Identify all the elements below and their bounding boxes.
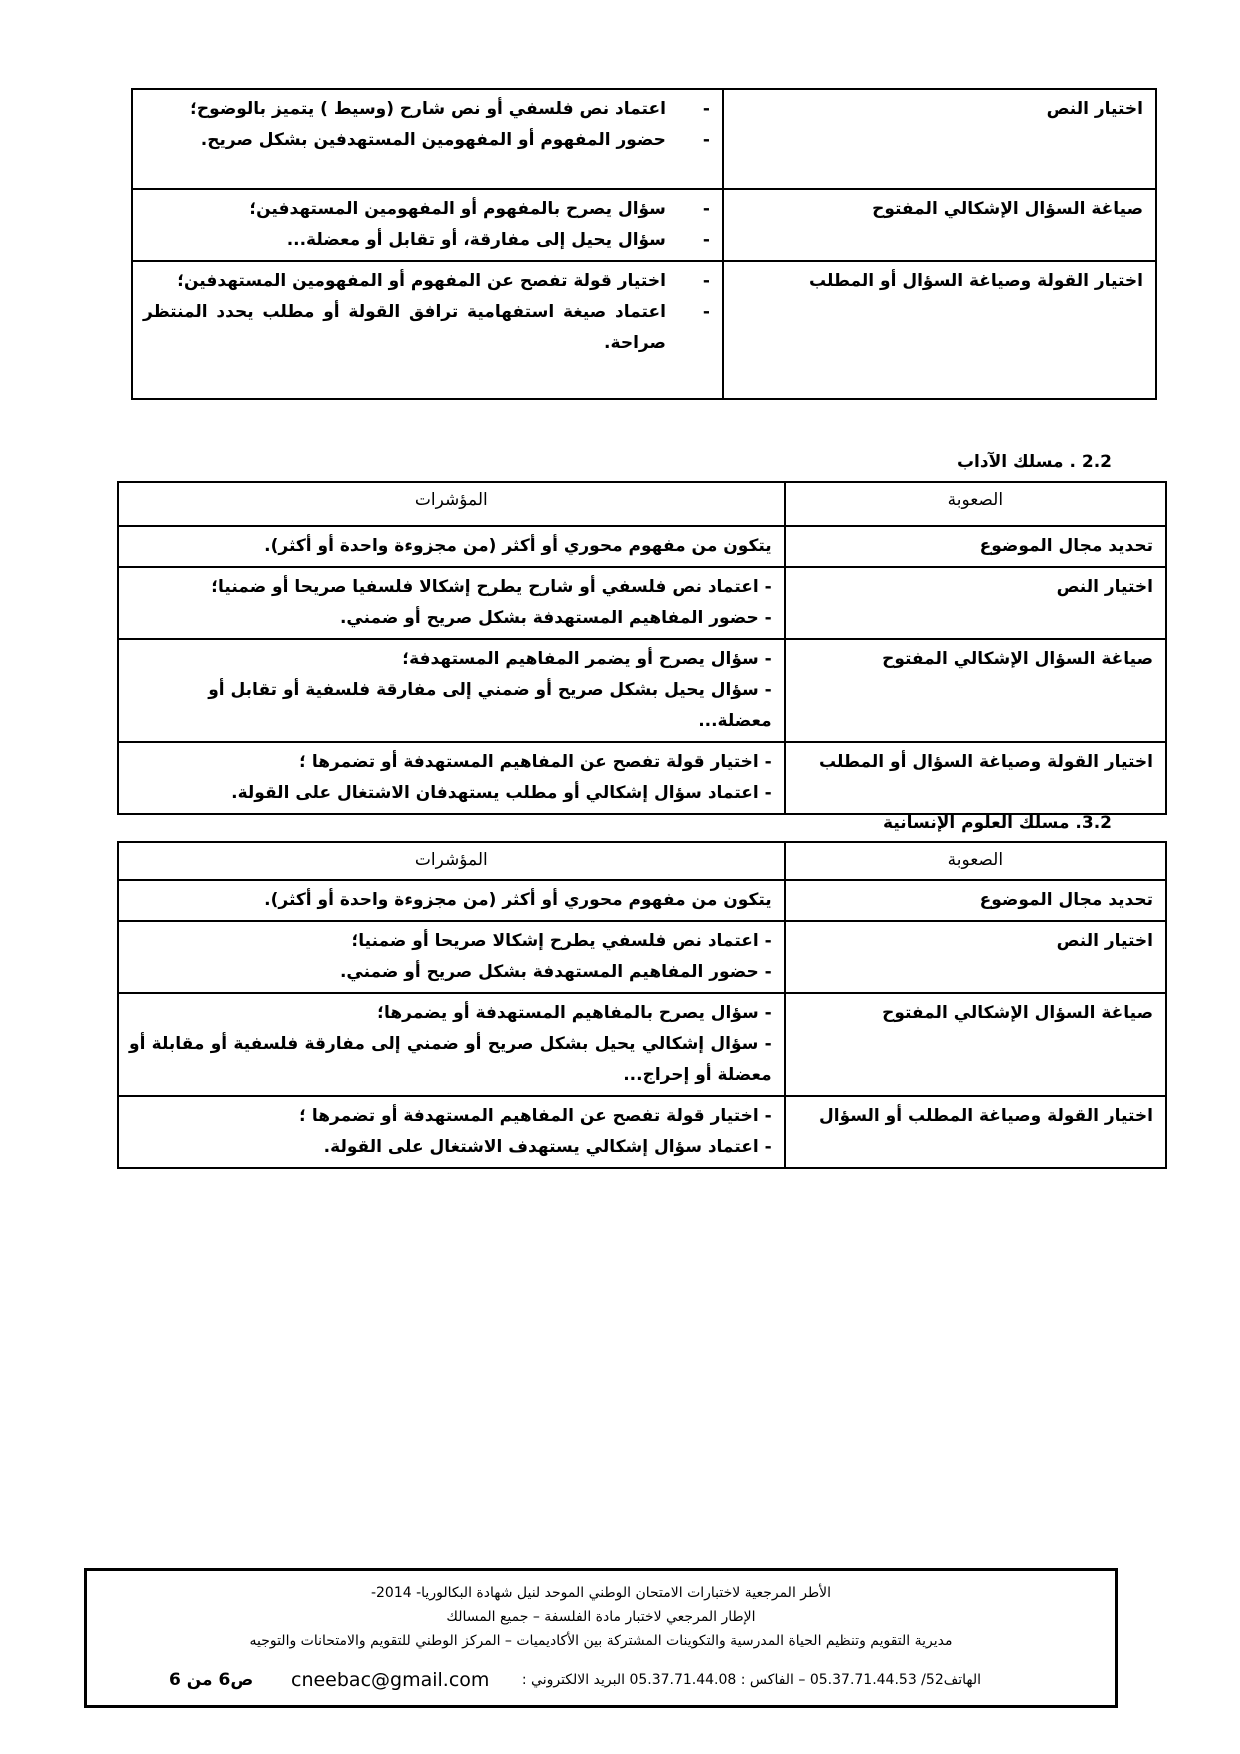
indicator-item: يتكون من مفهوم محوري أو أكثر (من مجزوءة واحدة أو أكثر). [264, 536, 772, 556]
column-header-difficulty: الصعوبة [785, 842, 1166, 880]
indicator-item: - اختيار قولة تفصح عن المفاهيم المستهدفة أو تضمرها ؛ [299, 752, 772, 772]
indicator-item: - حضور المفاهيم المستهدفة بشكل صريح أو ضمني. [339, 608, 772, 628]
criterion-cell: اختيار النص [723, 89, 1156, 189]
indicator-item: - سؤال يصرح أو يضمر المفاهيم المستهدفة؛ [402, 649, 772, 669]
indicator-item: - اعتماد سؤال إشكالي أو مطلب يستهدفان الاشتغال على القولة. [231, 783, 772, 803]
indicator-item: حضور المفهوم أو المفهومين المستهدفين بشكل صريح. [200, 130, 666, 150]
criterion-cell: تحديد مجال الموضوع [785, 880, 1166, 921]
criterion-cell: صياغة السؤال الإشكالي المفتوح [785, 639, 1166, 742]
criterion-cell: صياغة السؤال الإشكالي المفتوح [723, 189, 1156, 261]
criterion-cell: اختيار القولة وصياغة السؤال أو المطلب [723, 261, 1156, 399]
indicator-item: اعتماد نص فلسفي أو نص شارح (وسيط ) يتميز بالوضوح؛ [190, 99, 666, 119]
indicator-item: - اعتماد سؤال إشكالي يستهدف الاشتغال على القولة. [323, 1137, 772, 1157]
criteria-table-humanities [117, 841, 1167, 1169]
indicator-item: سؤال يحيل إلى مفارقة، أو تقابل أو معضلة... [286, 230, 666, 250]
indicators-cell [118, 742, 785, 814]
table-row [118, 567, 1166, 639]
page-footer [84, 1568, 1118, 1708]
page-number: ص6 من 6 [169, 1670, 254, 1690]
criterion-cell: اختيار النص [785, 921, 1166, 993]
table-row [132, 89, 1156, 189]
indicators-cell [118, 639, 785, 742]
indicator-item: - سؤال يصرح بالمفاهيم المستهدفة أو يضمرها؛ [377, 1003, 772, 1023]
criterion-cell: اختيار القولة وصياغة المطلب أو السؤال [785, 1096, 1166, 1168]
footer-phone-fax: الهاتف52/ 05.37.71.44.53 – الفاكس : 05.37.71.44.08 البريد الالكتروني : [521, 1672, 981, 1688]
indicators-cell [118, 880, 785, 921]
indicators-cell [118, 1096, 785, 1168]
column-header-difficulty: الصعوبة [785, 482, 1166, 526]
column-header-indicators: المؤشرات [118, 842, 785, 880]
footer-email-link[interactable]: cneebac@gmail.com [291, 1669, 490, 1691]
indicators-cell [118, 921, 785, 993]
indicator-item: - حضور المفاهيم المستهدفة بشكل صريح أو ضمني. [339, 962, 772, 982]
indicators-cell: - اختيار قولة تفصح عن المفهوم أو المفهومين المستهدفين؛ - اعتماد صيغة استفهامية ترافق القولة أو مطلب يحدد المنتظر صراحة. [132, 261, 723, 399]
indicators-cell [118, 526, 785, 567]
criteria-table-literature [117, 481, 1167, 815]
indicator-item: اختيار قولة تفصح عن المفهوم أو المفهومين المستهدفين؛ [177, 271, 666, 291]
table-row [118, 526, 1166, 567]
section-title-literature: 2.2 . مسلك الآداب [956, 452, 1112, 472]
indicators-cell [118, 567, 785, 639]
table-row [132, 261, 1156, 399]
section-title-humanities: 3.2. مسلك العلوم الإنسانية [883, 813, 1112, 833]
criterion-cell: اختيار القولة وصياغة السؤال أو المطلب [785, 742, 1166, 814]
column-header-indicators: المؤشرات [118, 482, 785, 526]
table-header-row [118, 842, 1166, 880]
indicators-cell: - سؤال يصرح بالمفهوم أو المفهومين المستهدفين؛ - سؤال يحيل إلى مفارقة، أو تقابل أو معضلة... [132, 189, 723, 261]
indicator-item: يتكون من مفهوم محوري أو أكثر (من مجزوءة واحدة أو أكثر). [264, 890, 772, 910]
indicator-item: سؤال يصرح بالمفهوم أو المفهومين المستهدفين؛ [249, 199, 666, 219]
criterion-cell: صياغة السؤال الإشكالي المفتوح [785, 993, 1166, 1096]
criterion-cell: تحديد مجال الموضوع [785, 526, 1166, 567]
table-row [118, 921, 1166, 993]
table-row [118, 742, 1166, 814]
criteria-table-top [131, 88, 1157, 400]
table-row [118, 1096, 1166, 1168]
footer-line-framework: الأطر المرجعية لاختبارات الامتحان الوطني الموحد لنيل شهادة البكالوريا- 2014- [370, 1585, 832, 1601]
criterion-cell: اختيار النص [785, 567, 1166, 639]
indicator-item: - اختيار قولة تفصح عن المفاهيم المستهدفة أو تضمرها ؛ [299, 1106, 772, 1126]
table-row [118, 639, 1166, 742]
indicator-item: - سؤال إشكالي يحيل بشكل صريح أو ضمني إلى مفارقة فلسفية أو مقابلة أو معضلة أو إحراج... [129, 1034, 772, 1085]
indicator-item: اعتماد صيغة استفهامية ترافق القولة أو مطلب يحدد المنتظر صراحة. [143, 302, 666, 353]
indicator-item: - اعتماد نص فلسفي يطرح إشكالا صريحا أو ضمنيا؛ [351, 931, 772, 951]
footer-contact [87, 1669, 1115, 1695]
footer-line-subject: الإطار المرجعي لاختبار مادة الفلسفة – جميع المسالك [446, 1609, 756, 1625]
indicator-item: - اعتماد نص فلسفي أو شارح يطرح إشكالا فلسفيا صريحا أو ضمنيا؛ [211, 577, 772, 597]
table-row [118, 993, 1166, 1096]
indicator-item: - سؤال يحيل بشكل صريح أو ضمني إلى مفارقة فلسفية أو تقابل أو معضلة... [208, 680, 772, 731]
footer-line-directorate: مديرية التقويم وتنظيم الحياة المدرسية والتكوينات المشتركة بين الأكاديميات – المركز الوطني للتقويم والامتحانات والتوجيه [249, 1633, 953, 1649]
table-row [132, 189, 1156, 261]
indicators-cell: - اعتماد نص فلسفي أو نص شارح (وسيط ) يتميز بالوضوح؛ - حضور المفهوم أو المفهومين المستهدفين بشكل صريح. [132, 89, 723, 189]
table-header-row [118, 482, 1166, 526]
table-row [118, 880, 1166, 921]
indicators-cell [118, 993, 785, 1096]
